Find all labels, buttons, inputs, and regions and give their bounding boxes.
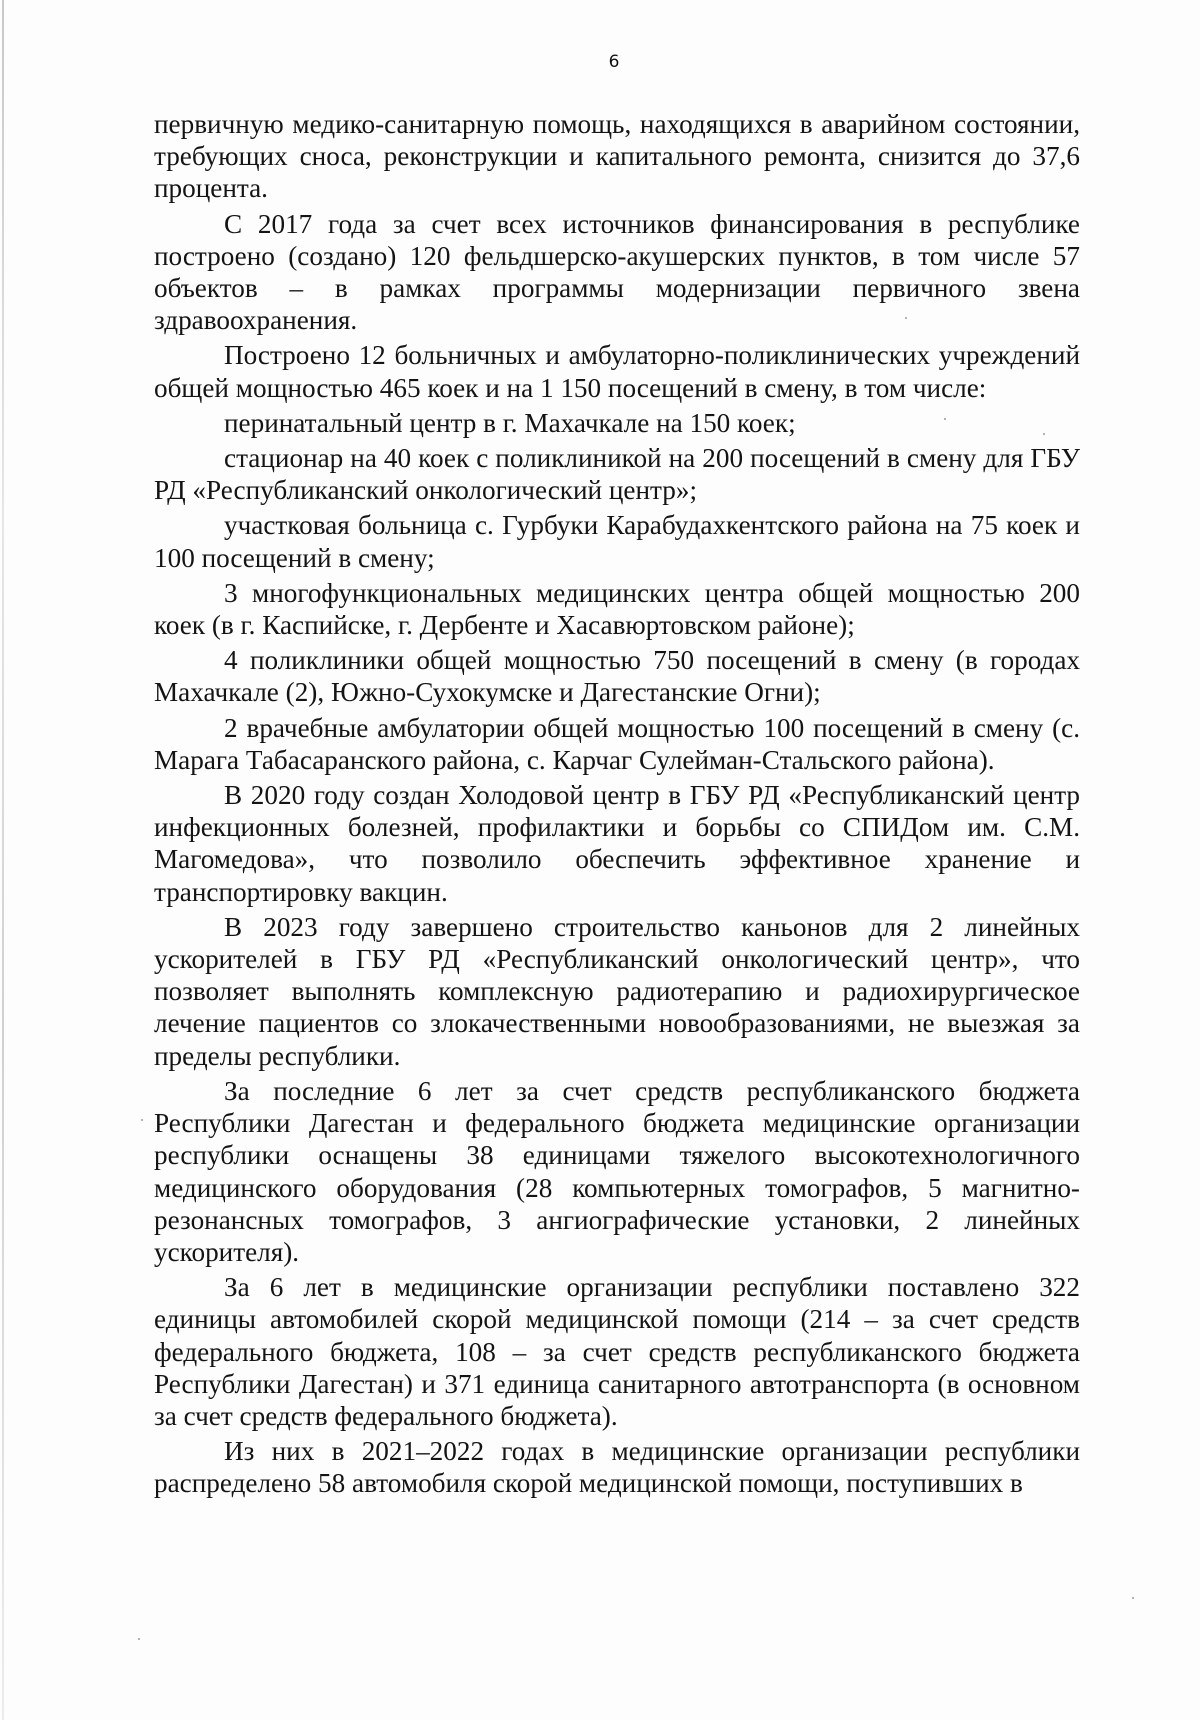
- scan-speck: [138, 1638, 140, 1640]
- document-body: [154, 108, 1080, 1500]
- paragraph-medical-equipment: За последние 6 лет за счет средств республиканского бюджета Республики Дагестан и федерального бюджета медицинские организации республики оснащены 38 единицами тяжелого высокотехнологичного медицинского оборудования (28 компьютерных томографов, 5 магнитно-резонансных томографов, 3 ангиографические установки, 2 линейных ускорителя).: [154, 1075, 1080, 1267]
- list-item-polyclinics: 4 поликлиники общей мощностью 750 посещений в смену (в городах Махачкале (2), Южно-Сухокумске и Дагестанские Огни);: [154, 645, 1080, 708]
- scan-speck: [944, 418, 946, 420]
- scan-speck: [1043, 433, 1045, 435]
- paragraph-ambulance-distribution: Из них в 2021–2022 годах в медицинские организации республики распределено 58 автомобиля скорой медицинской помощи, поступивших в: [154, 1436, 1080, 1499]
- list-item-gurbuki-hospital: участковая больница с. Гурбуки Карабудахкентского района на 75 коек и 100 посещений в смену;: [154, 510, 1080, 573]
- scan-edge-shadow: [2, 0, 4, 1720]
- scan-speck: [905, 317, 907, 319]
- scan-speck: [1132, 1597, 1134, 1599]
- list-item-oncology-hospital: стационар на 40 коек с поликлиникой на 200 посещений в смену для ГБУ РД «Республиканский онкологический центр»;: [154, 443, 1080, 506]
- scan-speck: [141, 1119, 143, 1121]
- paragraph-fap-construction: С 2017 года за счет всех источников финансирования в республике построено (создано) 120 фельдшерско-акушерских пунктов, в том числе 57 объектов – в рамках программы модернизации первичного звена здравоохранения.: [154, 208, 1080, 336]
- list-item-multifunctional-centers: 3 многофункциональных медицинских центра общей мощностью 200 коек (в г. Каспийске, г. Дербенте и Хасавюртовском районе);: [154, 577, 1080, 641]
- paragraph-linear-accelerators: В 2023 году завершено строительство каньонов для 2 линейных ускорителей в ГБУ РД «Республиканский онкологический центр», что позволяет выполнять комплексную радиотерапию и радиохирургическое лечение пациентов со злокачественными новообразованиями, не выезжая за пределы республики.: [154, 911, 1080, 1071]
- paragraph-continuation: первичную медико-санитарную помощь, находящихся в аварийном состоянии, требующих сноса, реконструкции и капитального ремонта, снизится до 37,6 процента.: [154, 109, 1080, 204]
- paragraph-ambulance-vehicles: За 6 лет в медицинские организации республики поставлено 322 единицы автомобилей скорой медицинской помощи (214 – за счет средств федерального бюджета, 108 – за счет средств республиканского бюджета Республики Дагестан) и 371 единица санитарного автотранспорта (в основном за счет средств федерального бюджета).: [154, 1272, 1080, 1431]
- list-item-perinatal-center: перинатальный центр в г. Махачкале на 150 коек;: [224, 407, 796, 438]
- page-number: 6: [608, 52, 620, 72]
- list-item-ambulatories: 2 врачебные амбулатории общей мощностью 100 посещений в смену (с. Марага Табасаранского района, с. Карчаг Сулейман-Стальского района).: [154, 712, 1080, 775]
- paragraph-hospitals-built: Построено 12 больничных и амбулаторно-поликлинических учреждений общей мощностью 465 коек и на 1 150 посещений в смену, в том числе:: [154, 340, 1080, 403]
- paragraph-cold-center: В 2020 году создан Холодовой центр в ГБУ РД «Республиканский центр инфекционных болезней, профилактики и борьбы со СПИДом им. С.М. Магомедова», что позволило обеспечить эффективное хранение и транспортировку вакцин.: [154, 780, 1080, 907]
